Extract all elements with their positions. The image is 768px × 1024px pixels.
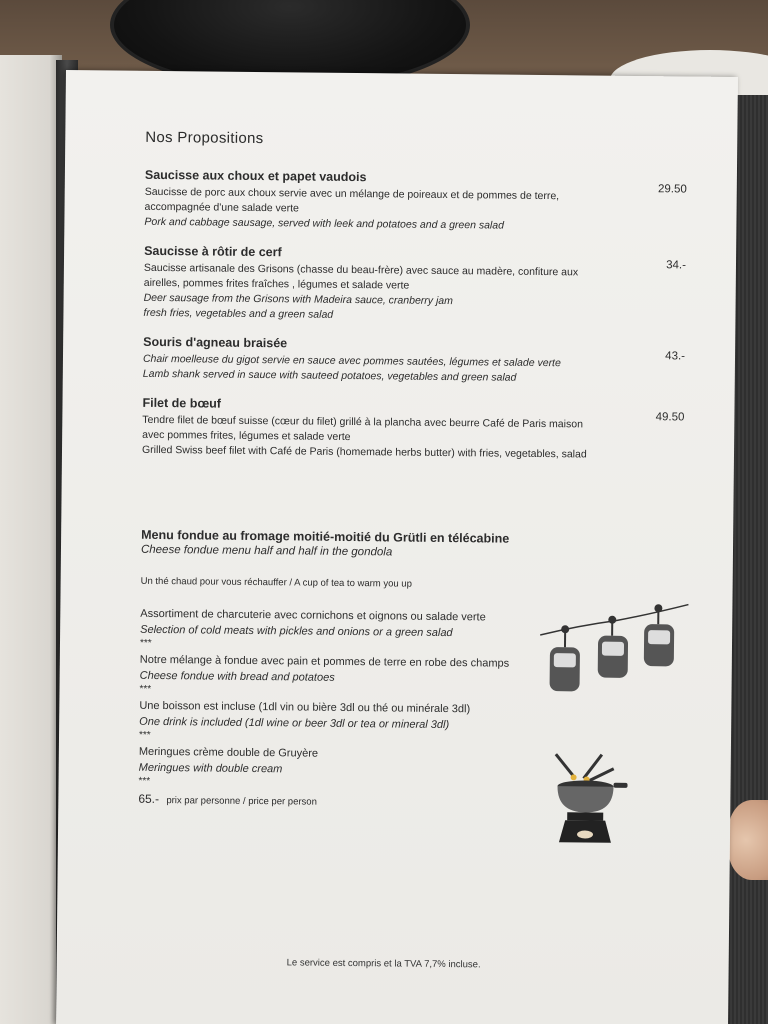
dish-description: avec pommes frites, légumes et salade verte [142, 428, 351, 443]
dish-description-en: Deer sausage from the Grisons with Madeira sauce, cranberry jam [143, 291, 453, 308]
dish-item [143, 243, 687, 326]
dish-description-en: fresh fries, vegetables and a green salad [143, 306, 334, 321]
left-menu-page [0, 55, 62, 1024]
fondue-tea: Un thé chaud pour vous réchauffer / A cup of tea to warm you up [140, 575, 412, 590]
dish-item [141, 395, 685, 463]
course-en: Cheese fondue with bread and potatoes [139, 669, 335, 684]
dish-description: Tendre filet de bœuf suisse (cœur du filet) grillé à la plancha avec beurre Café de Paris maison [142, 413, 584, 431]
dish-item [142, 334, 686, 387]
dish-price: 49.50 [655, 411, 685, 424]
dish-item [144, 167, 687, 235]
dish-description: Chair moelleuse du gigot servie en sauce avec pommes sautées, légumes et salade verte [142, 352, 561, 370]
dish-name: Filet de bœuf [142, 395, 222, 411]
dish-name: Souris d'agneau braisée [143, 334, 288, 351]
dish-price: 43.- [665, 350, 686, 363]
dish-name: Saucisse à rôtir de cerf [144, 243, 282, 260]
separator: *** [138, 729, 151, 741]
dish-name: Saucisse aux choux et papet vaudois [144, 167, 367, 185]
course-en: Selection of cold meats with pickles and onions or a green salad [140, 623, 453, 640]
dish-description-en: Grilled Swiss beef filet with Café de Paris (homemade herbs butter) with fries, vegetables, salad [141, 443, 587, 461]
dish-description-en: Pork and cabbage sausage, served with leek and potatoes and a green salad [144, 215, 505, 232]
course-fr: Meringues crème double de Gruyère [138, 745, 319, 760]
dish-description: airelles, pommes frites fraîches , légumes et salade verte [143, 276, 410, 292]
finger [728, 800, 768, 880]
gondola-cabin-icon [550, 625, 581, 691]
dish-description: Saucisse artisanale des Grisons (chasse du beau-frère) avec sauce au madère, confiture aux [143, 261, 579, 279]
course-en: One drink is included (1dl wine or beer 3dl or tea or mineral 3dl) [139, 715, 450, 732]
service-note: Le service est compris et la TVA 7,7% incluse. [286, 957, 481, 971]
price-note: prix par personne / price per person [166, 795, 317, 808]
page-title: Nos Propositions [145, 128, 264, 148]
dish-description: Saucisse de porc aux choux servie avec un mélange de poireaux et de pommes de terre, [144, 185, 560, 203]
fondue-price: 65.- [138, 791, 160, 807]
fondue-pot-icon [543, 750, 634, 851]
separator: *** [138, 775, 151, 787]
gondola-icon [539, 595, 690, 717]
fondue-title: Menu fondue au fromage moitié-moitié du Grütli en télécabine [141, 527, 510, 546]
menu-page [56, 70, 738, 1024]
course-fr: Une boisson est incluse (1dl vin ou bière 3dl ou thé ou minérale 3dl) [139, 699, 471, 716]
dish-description-en: Lamb shank served in sauce with sauteed potatoes, vegetables and green salad [142, 367, 517, 384]
separator: *** [139, 683, 152, 695]
separator: *** [139, 637, 152, 649]
dish-description: accompagnée d'une salade verte [144, 200, 300, 215]
course-fr: Assortiment de charcuterie avec cornichons et oignons ou salade verte [140, 607, 486, 624]
dish-price: 34.- [666, 259, 687, 272]
fondue-subtitle: Cheese fondue menu half and half in the gondola [140, 543, 393, 559]
course-fr: Notre mélange à fondue avec pain et pommes de terre en robe des champs [139, 653, 510, 670]
course-en: Meringues with double cream [138, 761, 283, 776]
dish-price: 29.50 [657, 183, 687, 196]
gondola-cabin-icon [598, 616, 629, 678]
